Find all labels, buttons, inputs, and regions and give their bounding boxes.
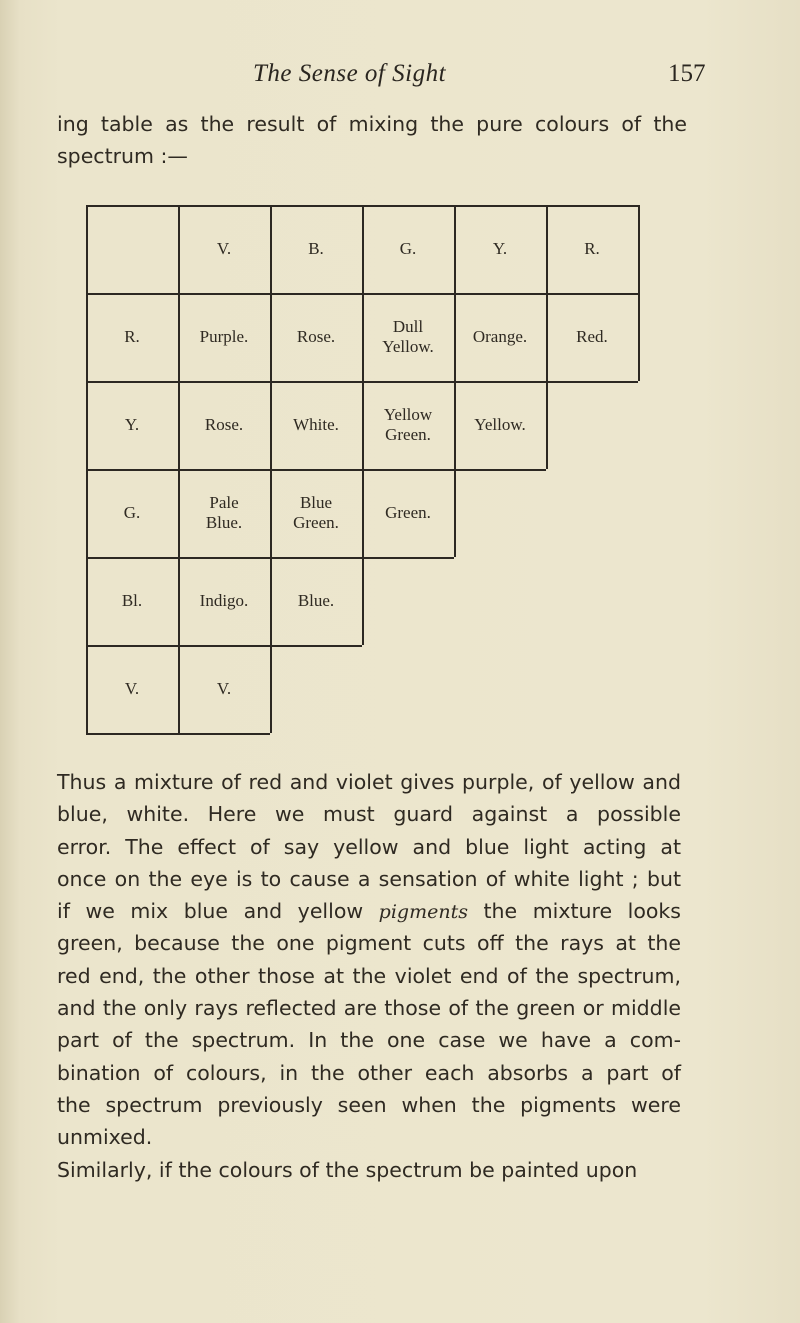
body-line: unmixed. bbox=[57, 1125, 153, 1150]
table-cell bbox=[270, 381, 362, 469]
cell-text: Rose. bbox=[296, 327, 336, 346]
body-line: Thus a mixture of red and violet gives purple, of yellow and bbox=[57, 770, 681, 794]
table-cell bbox=[178, 557, 270, 645]
table-rule bbox=[638, 205, 640, 381]
table-cell bbox=[178, 293, 270, 381]
cell-text: Dull bbox=[392, 317, 424, 336]
table-rule bbox=[86, 733, 270, 735]
table-rule bbox=[86, 205, 88, 733]
body-line: and the only rays reflected are those of the green or middle bbox=[57, 996, 681, 1021]
body-line: once on the eye is to cause a sensation of white light ; but bbox=[57, 866, 681, 891]
body-line-with-italic: if we mix blue and yellow pigments the mixture looks bbox=[57, 899, 681, 924]
table-cell bbox=[270, 293, 362, 381]
page-number: 157 bbox=[668, 60, 706, 87]
body-line: red end, the other those at the violet end of the spectrum, bbox=[57, 963, 681, 988]
body-line: part of the spectrum. In the one case we have a com- bbox=[57, 1028, 681, 1053]
cell-text: Pale bbox=[209, 493, 239, 512]
table-cell bbox=[270, 557, 362, 645]
cell-text: Yellow bbox=[383, 405, 433, 424]
body-paragraph bbox=[57, 766, 681, 1186]
cell-text: Green. bbox=[293, 513, 339, 532]
body-line: green, because the one pigment cuts off the rays at the bbox=[57, 931, 681, 956]
running-head bbox=[0, 60, 800, 100]
column-header: B. bbox=[308, 239, 324, 258]
table-cell bbox=[270, 469, 362, 557]
intro-paragraph bbox=[57, 108, 687, 173]
cell-text: Green. bbox=[385, 503, 431, 522]
cell-text: Red. bbox=[576, 327, 608, 346]
body-line: error. The effect of say yellow and blue light acting at bbox=[57, 834, 681, 859]
column-header: V. bbox=[216, 239, 232, 258]
body-line: the spectrum previously seen when the pigments were bbox=[57, 1092, 681, 1117]
table-rule bbox=[454, 205, 456, 557]
cell-text: Rose. bbox=[204, 415, 244, 434]
table-cell bbox=[178, 469, 270, 557]
cell-text: Yellow. bbox=[382, 337, 434, 356]
column-header: R. bbox=[584, 239, 600, 258]
table-rule bbox=[362, 205, 364, 645]
table-rule bbox=[178, 205, 180, 733]
cell-text: Green. bbox=[385, 425, 431, 444]
cell-text: White. bbox=[293, 415, 339, 434]
intro-line: ing table as the result of mixing the pure colours of the bbox=[57, 112, 687, 136]
column-header: Y. bbox=[492, 239, 508, 258]
table-rule bbox=[546, 205, 548, 469]
row-header: Bl. bbox=[121, 591, 143, 610]
intro-line: spectrum :— bbox=[57, 144, 188, 169]
cell-text: Yellow. bbox=[474, 415, 526, 434]
cell-text: V. bbox=[216, 679, 232, 698]
cell-text: Purple. bbox=[199, 327, 249, 346]
column-header: G. bbox=[399, 239, 417, 258]
cell-text: Blue bbox=[299, 493, 333, 512]
table-cell bbox=[454, 381, 546, 469]
running-title: The Sense of Sight bbox=[253, 60, 447, 87]
cell-text: Blue. bbox=[205, 513, 243, 532]
table-rule bbox=[86, 645, 362, 647]
table-cell bbox=[454, 293, 546, 381]
table-rule bbox=[270, 205, 272, 733]
cell-text: Orange. bbox=[472, 327, 528, 346]
table-cell bbox=[546, 293, 638, 381]
table-cell bbox=[178, 645, 270, 733]
table-cell bbox=[362, 293, 454, 381]
body-line: blue, white. Here we must guard against a possible bbox=[57, 802, 681, 827]
body-line: bination of colours, in the other each absorbs a part of bbox=[57, 1060, 681, 1085]
body-line: Similarly, if the colours of the spectrum be painted upon bbox=[57, 1157, 638, 1182]
table-cell bbox=[178, 381, 270, 469]
row-header: R. bbox=[124, 327, 140, 346]
row-header: Y. bbox=[124, 415, 140, 434]
table-cell bbox=[362, 469, 454, 557]
table-rule bbox=[86, 469, 546, 471]
italic-word: pigments bbox=[378, 901, 468, 924]
table-cell bbox=[362, 381, 454, 469]
row-header: G. bbox=[123, 503, 141, 522]
cell-text: Indigo. bbox=[199, 591, 249, 610]
row-header: V. bbox=[124, 679, 140, 698]
cell-text: Blue. bbox=[297, 591, 335, 610]
